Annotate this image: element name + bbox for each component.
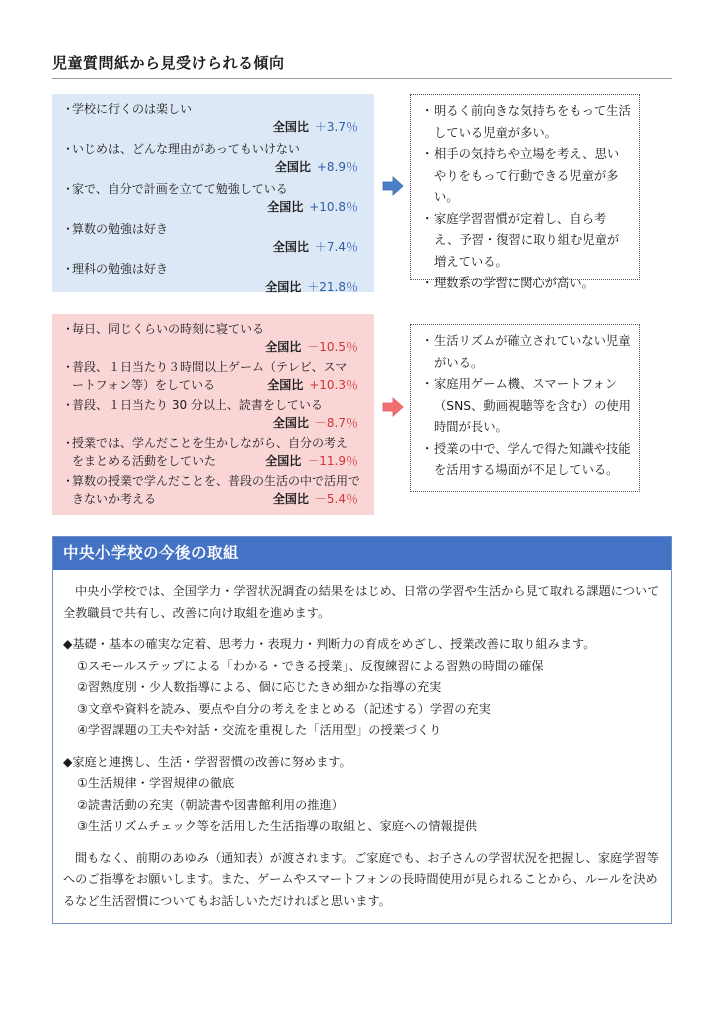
compare-value: －5.4％ [314, 492, 358, 506]
compare-label: 全国比 [267, 378, 304, 392]
compare-label: 全国比 [265, 454, 302, 468]
stat-item: ・普段、１日当たり３時間以上ゲーム（テレビ、スマ ートフォン等）をしている 全国比 +10.3％ [62, 360, 358, 392]
stat-item: ・理科の勉強は好き 全国比 ＋21.8％ [62, 262, 358, 294]
right-arrow-icon [382, 396, 404, 418]
stat-label: 理科の勉強は好き [72, 262, 169, 276]
compare-label: 全国比 [267, 200, 304, 214]
positive-notes-box [410, 94, 640, 290]
compare-value: －11.9％ [307, 454, 358, 468]
note-item: ・ 家庭用ゲーム機、スマートフォン（SNS、動画視聴等を含む）の使用時間が長い。 [421, 377, 631, 434]
stat-label: 毎日、同じくらいの時刻に寝ている [72, 322, 265, 336]
stat-label: いじめは、どんな理由があってもいけない [72, 142, 300, 156]
note-item: ・ 相手の気持ちや立場を考え、思いやりをもって行動できる児童が多い。 [421, 147, 620, 204]
compare-label: 全国比 [272, 492, 309, 506]
goal-item: ④学習課題の工夫や対話・交流を重視した「活用型」の授業づくり [77, 723, 442, 737]
goal-item: ③文章や資料を読み、要点や自分の考えをまとめる（記述する）学習の充実 [77, 701, 491, 716]
goal-item: ②読書活動の充実（朝読書や図書館利用の推進） [77, 797, 344, 812]
program-section [52, 536, 672, 924]
stat-label: 算数の勉強は好き [72, 222, 169, 236]
stat-label: 家で、自分で計画を立てて勉強している [72, 182, 288, 196]
compare-label: 全国比 [272, 416, 309, 430]
goal-item: ③生活リズムチェック等を活用した生活指導の取組と、家庭への情報提供 [77, 819, 478, 833]
compare-value: ＋3.7％ [314, 120, 358, 134]
compare-value: ＋7.4％ [314, 240, 358, 254]
stat-label: きないか考える [72, 492, 157, 506]
compare-value: +10.8％ [309, 200, 358, 214]
stat-label: 普段、１日当たり 30 分以上、読書をしている [72, 398, 323, 412]
stat-label: ートフォン等）をしている [72, 378, 216, 392]
compare-value: +8.9％ [316, 160, 358, 174]
stat-item: ・いじめは、どんな理由があってもいけない 全国比 +8.9％ [62, 142, 358, 174]
compare-value: ＋21.8％ [307, 280, 358, 294]
goal-item: ②習熟度別・少人数指導による、個に応じたきめ細かな指導の充実 [77, 680, 442, 694]
compare-label: 全国比 [272, 240, 309, 254]
intro-paragraph: 中央小学校では、全国学力・学習状況調査の結果をはじめ、日常の学習や生活から見て取れる課題について全教職員で共有し、改善に向け取組を進めます。 [63, 584, 660, 620]
note-item: ・ 明るく前向きな気持ちをもって生活している児童が多い。 [421, 104, 631, 140]
goal-item: ①生活規律・学習規律の徹底 [77, 776, 235, 790]
stat-item: ・授業では、学んだことを生かしながら、自分の考え をまとめる活動をしていた 全国比 －11.9％ [62, 436, 358, 468]
closing-paragraph: 間もなく、前期のあゆみ（通知表）が渡されます。ご家庭でも、お子さんの学習状況を把握し、家庭学習等へのご指導をお願いします。また、ゲームやスマートフォンの長時間使用が見られることから、ルールを決めるなど生活習慣についてもお話しいただければと思います。 [63, 850, 659, 908]
goal-heading: ◆基礎・基本の確実な定着、思考力・表現力・判断力の育成をめざし、授業改善に取り組みます。 [63, 637, 596, 651]
note-item: ・ 授業の中で、学んで得た知識や技能を活用する場面が不足している。 [421, 441, 631, 477]
right-arrow-icon [382, 175, 404, 197]
negative-stats-box [52, 314, 374, 515]
stat-label: 授業では、学んだことを生かしながら、自分の考え [72, 436, 349, 450]
goal-item: ①スモールステップによる「わかる・できる授業」、反復練習による習熟の時間の確保 [77, 658, 544, 673]
program-body [53, 570, 671, 912]
compare-value: +10.3％ [309, 378, 358, 392]
note-item: ・ 生活リズムが確立されていない児童がいる。 [421, 334, 631, 370]
compare-label: 全国比 [265, 280, 302, 294]
stat-label: 算数の授業で学んだことを、普段の生活の中で活用で [72, 474, 361, 488]
stat-label: 学校に行くのは楽しい [72, 102, 193, 116]
negative-notes-box [410, 324, 640, 492]
note-item: ・ 家庭学習習慣が定着し、自ら考え、予習・復習に取り組む児童が増えている。 [421, 211, 620, 269]
stat-label: をまとめる活動をしていた [72, 454, 217, 468]
stat-item: ・普段、１日当たり 30 分以上、読書をしている 全国比 －8.7％ [62, 398, 358, 430]
compare-label: 全国比 [265, 340, 302, 354]
positive-stats-box [52, 94, 374, 292]
stat-label: 普段、１日当たり３時間以上ゲーム（テレビ、スマ [72, 360, 348, 374]
goal-heading: ◆家庭と連携し、生活・学習習慣の改善に努めます。 [63, 754, 352, 769]
program-title: 中央小学校の今後の取組 [53, 537, 671, 570]
section-title: 児童質問紙から見受けられる傾向 [52, 52, 672, 79]
compare-value: －8.7％ [314, 416, 358, 430]
stat-item: ・算数の授業で学んだことを、普段の生活の中で活用で きないか考える 全国比 －5.4％ [62, 474, 361, 506]
stat-item: ・学校に行くのは楽しい 全国比 ＋3.7％ [62, 102, 358, 134]
compare-label: 全国比 [272, 120, 309, 134]
stat-item: ・算数の勉強は好き 全国比 ＋7.4％ [62, 222, 358, 254]
stat-item: ・毎日、同じくらいの時刻に寝ている 全国比 －10.5％ [62, 322, 358, 354]
stat-item: ・家で、自分で計画を立てて勉強している 全国比 +10.8％ [62, 182, 358, 214]
note-item: ・ 理数系の学習に関心が高い。 [421, 276, 594, 290]
compare-value: －10.5％ [307, 340, 358, 354]
compare-label: 全国比 [274, 160, 311, 174]
